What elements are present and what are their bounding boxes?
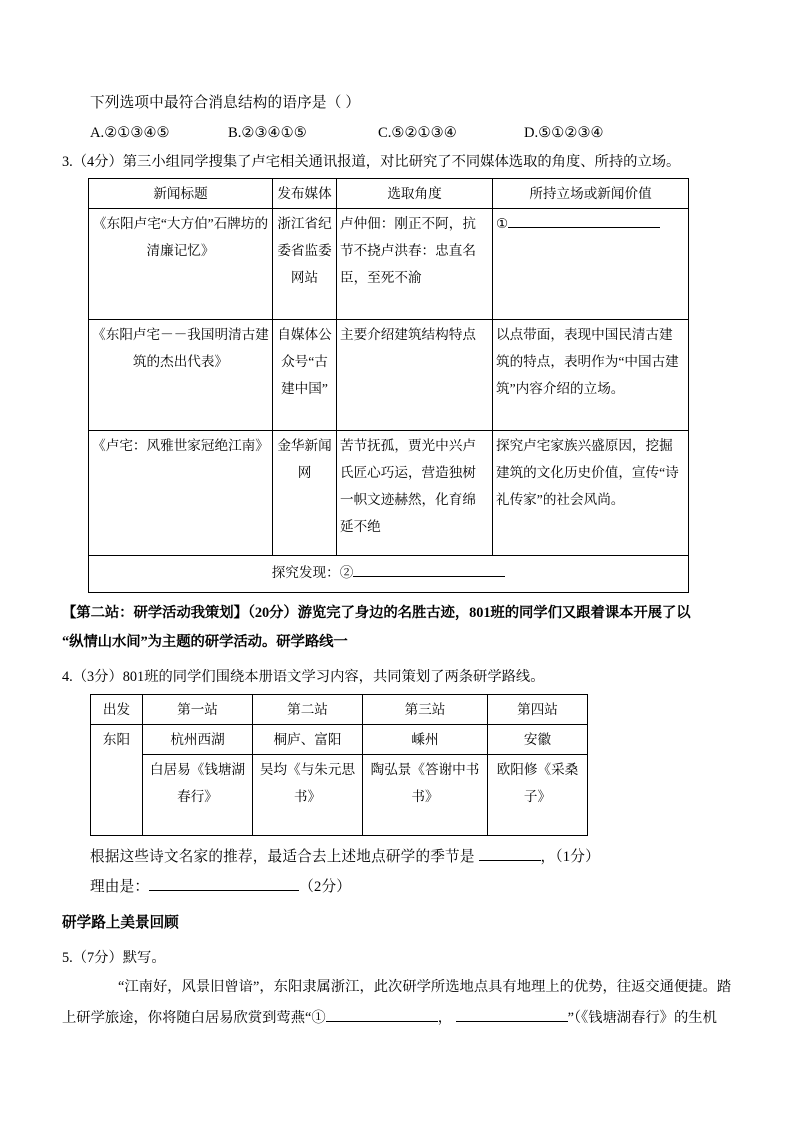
cell-angle-3: 苦节抚孤，贾光中兴卢氏匠心巧运，营造独树一帜文迹赫然，化育绵延不绝 [337,431,493,556]
column-header-title: 新闻标题 [89,179,273,209]
cell-media-3: 金华新闻网 [273,431,337,556]
option-d-value: ⑤①②③④ [538,125,604,141]
cell-title-2: 《东阳卢宅－－我国明清古建筑的杰出代表》 [89,320,273,431]
question-3-text: 3.（4分）第三小组同学搜集了卢宅相关通讯报道，对比研究了不同媒体选取的角度、所持的立场。 [62,154,681,170]
question-4-text: 4.（3分）801班的同学们围绕本册语文学习内容，共同策划了两条研学路线。 [62,669,545,685]
answer-blank-poem-1[interactable] [326,1021,438,1022]
q5-line2-a: 上研学旅途，你将随白居易欣赏到莺燕“① [62,1010,326,1026]
top-question-stem: 下列选项中最符合消息结构的语序是（ ） [90,95,361,111]
table-row [89,320,689,431]
route-header-stop2: 第二站 [253,695,363,725]
column-header-angle: 选取角度 [337,179,493,209]
option-c-label: C. [378,125,392,141]
route-work-4: 欧阳修《采桑子》 [488,755,588,836]
question-5-para-line1: “江南好，风景旧曾谙”，东阳隶属浙江，此次研学所选地点具有地理上的优势，往返交通便捷。踏 [118,979,732,995]
cell-media-1: 浙江省纪委省监委网站 [273,209,337,320]
q4-followup-line1 [62,842,732,872]
cell-stance-3: 探究卢宅家族兴盛原因，挖掘建筑的文化历史价值，宣传“诗礼传家”的社会风尚。 [493,431,689,556]
section-scenery-heading: 研学路上美景回顾 [62,915,179,931]
route-start-city: 东阳 [91,725,143,836]
answer-blank-1[interactable] [508,227,660,228]
table-row [89,431,689,556]
option-c[interactable] [378,118,524,148]
option-c-value: ⑤②①③④ [391,125,457,141]
table-row [89,209,689,320]
option-a-value: ②①③④⑤ [104,125,170,141]
finding-label: 探究发现： [271,565,340,580]
cell-media-2: 自媒体公众号“古建中国” [273,320,337,431]
column-header-media: 发布媒体 [273,179,337,209]
q4-followup-post: ，（1分） [540,849,600,865]
station2-heading-line2: “纵情山水间”为主题的研学活动。研学路线一 [62,634,348,650]
question-5-head: 5.（7分）默写。 [62,950,166,966]
route-place-2: 桐庐、富阳 [253,725,363,755]
news-comparison-table [88,178,689,593]
route-places-row [91,725,588,755]
route-header-stop3: 第三站 [363,695,488,725]
cell-finding [89,556,689,593]
option-b-value: ②③④①⑤ [241,125,307,141]
option-b-label: B. [228,125,242,141]
table-header-row [89,179,689,209]
q4-reason-score: （2分） [299,879,352,895]
route-header-stop1: 第一站 [143,695,253,725]
station2-heading-line1: 【第二站：研学活动我策划】（20分）游览完了身边的名胜古迹，801班的同学们又跟着课本开展了以 [62,605,691,621]
cell-stance-2: 以点带面，表现中国民清古建筑的特点，表明作为“中国古建筑”内容介绍的立场。 [493,320,689,431]
q4-reason-label: 理由是： [90,879,150,895]
route-work-3: 陶弘景《答谢中书书》 [363,755,488,836]
route-place-3: 嵊州 [363,725,488,755]
cell-angle-2: 主要介绍建筑结构特点 [337,320,493,431]
route-works-row [91,755,588,836]
answer-blank-reason[interactable] [149,890,299,891]
study-route-table [90,694,588,836]
answer-marker-1: ① [496,216,509,231]
route-header-start: 出发 [91,695,143,725]
cell-title-3: 《卢宅：风雅世家冠绝江南》 [89,431,273,556]
column-header-stance: 所持立场或新闻价值 [493,179,689,209]
route-work-1: 白居易《钱塘湖春行》 [143,755,253,836]
route-header-row [91,695,588,725]
answer-blank-poem-2[interactable] [456,1021,568,1022]
question-5-para-line2 [62,1003,732,1034]
cell-stance-1 [493,209,689,320]
option-d-label: D. [524,125,539,141]
option-a-label: A. [90,125,105,141]
top-question-options [62,118,732,148]
q5-line2-b: ， [437,1010,452,1026]
option-d[interactable] [524,118,604,148]
route-place-4: 安徽 [488,725,588,755]
cell-title-1: 《东阳卢宅“大方伯”石牌坊的清廉记忆》 [89,209,273,320]
option-b[interactable] [228,118,378,148]
cell-angle-1: 卢仲佃：刚正不阿，抗节不挠卢洪春：忠直名臣，至死不渝 [337,209,493,320]
route-header-stop4: 第四站 [488,695,588,725]
q4-followup-line2 [62,872,732,902]
answer-marker-2: ② [339,565,354,580]
answer-blank-season[interactable] [479,860,541,861]
route-place-1: 杭州西湖 [143,725,253,755]
route-work-2: 吴均《与朱元思书》 [253,755,363,836]
table-footer-row [89,556,689,593]
answer-blank-2[interactable] [353,576,505,577]
q4-followup-pre: 根据这些诗文名家的推荐，最适合去上述地点研学的季节是 [90,849,475,865]
option-a[interactable] [90,118,228,148]
q5-line2-c: ”（《钱塘湖春行》的生机 [567,1010,717,1026]
